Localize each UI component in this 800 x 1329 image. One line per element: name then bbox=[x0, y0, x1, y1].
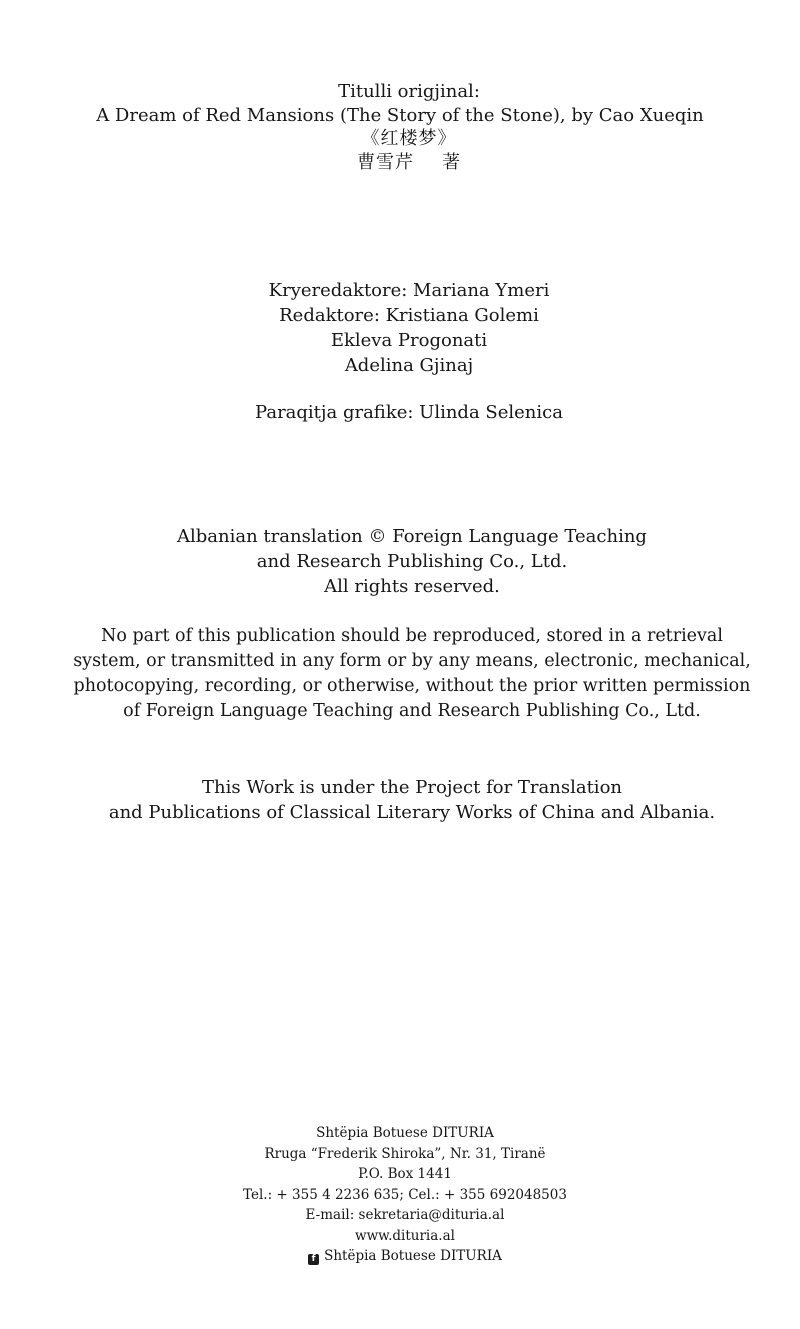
publisher-facebook-page: Shtëpia Botuese DITURIA bbox=[324, 1248, 502, 1264]
project-line: This Work is under the Project for Translation bbox=[202, 777, 622, 798]
project-line: and Publications of Classical Literary Works of China and Albania. bbox=[108, 802, 716, 823]
original-title-block bbox=[0, 80, 800, 174]
rights-line: No part of this publication should be reproduced, stored in a retrieval bbox=[101, 626, 723, 646]
editor-line: Kryeredaktore: Mariana Ymeri bbox=[268, 280, 550, 301]
publisher-email: E-mail: sekretaria@dituria.al bbox=[305, 1207, 505, 1223]
original-chinese-title: 《红楼梦》 bbox=[361, 128, 457, 149]
copyright-notice bbox=[0, 524, 800, 599]
editors-block bbox=[0, 278, 800, 378]
copyright-line: Albanian translation © Foreign Language Teaching bbox=[177, 526, 647, 547]
copyright-line: All rights reserved. bbox=[324, 576, 500, 597]
publisher-facebook-line bbox=[10, 1246, 800, 1267]
rights-line: of Foreign Language Teaching and Research Publishing Co., Ltd. bbox=[123, 701, 701, 721]
editor-line: Ekleva Progonati bbox=[330, 330, 488, 351]
publisher-info bbox=[0, 1123, 800, 1267]
graphic-design-credit bbox=[0, 400, 800, 425]
editor-line: Redaktore: Kristiana Golemi bbox=[279, 305, 539, 326]
original-english-title: A Dream of Red Mansions (The Story of the Stone), by Cao Xueqin bbox=[96, 104, 704, 126]
rights-statement bbox=[0, 624, 800, 724]
publisher-address: Rruga “Frederik Shiroka”, Nr. 31, Tiranë bbox=[264, 1145, 546, 1162]
rights-line: system, or transmitted in any form or by any means, electronic, mechanical, bbox=[73, 651, 751, 671]
original-chinese-author-line bbox=[0, 151, 800, 175]
publisher-name: Shtëpia Botuese DITURIA bbox=[316, 1125, 494, 1141]
copyright-line: and Research Publishing Co., Ltd. bbox=[256, 551, 568, 572]
facebook-icon: f bbox=[308, 1254, 319, 1265]
editor-line: Adelina Gjinaj bbox=[344, 355, 474, 376]
publisher-phones: Tel.: + 355 4 2236 635; Cel.: + 355 692048503 bbox=[243, 1186, 567, 1203]
original-title-label: Titulli origjinal: bbox=[338, 81, 480, 102]
graphic-design-line: Paraqitja grafike: Ulinda Selenica bbox=[255, 402, 563, 423]
project-statement bbox=[0, 775, 800, 825]
publisher-po-box: P.O. Box 1441 bbox=[358, 1166, 452, 1182]
rights-line: photocopying, recording, or otherwise, without the prior written permission bbox=[73, 676, 751, 696]
original-chinese-author: 曹雪芹 bbox=[357, 151, 414, 173]
original-chinese-role: 著 bbox=[442, 151, 461, 173]
publisher-website: www.dituria.al bbox=[355, 1227, 455, 1244]
